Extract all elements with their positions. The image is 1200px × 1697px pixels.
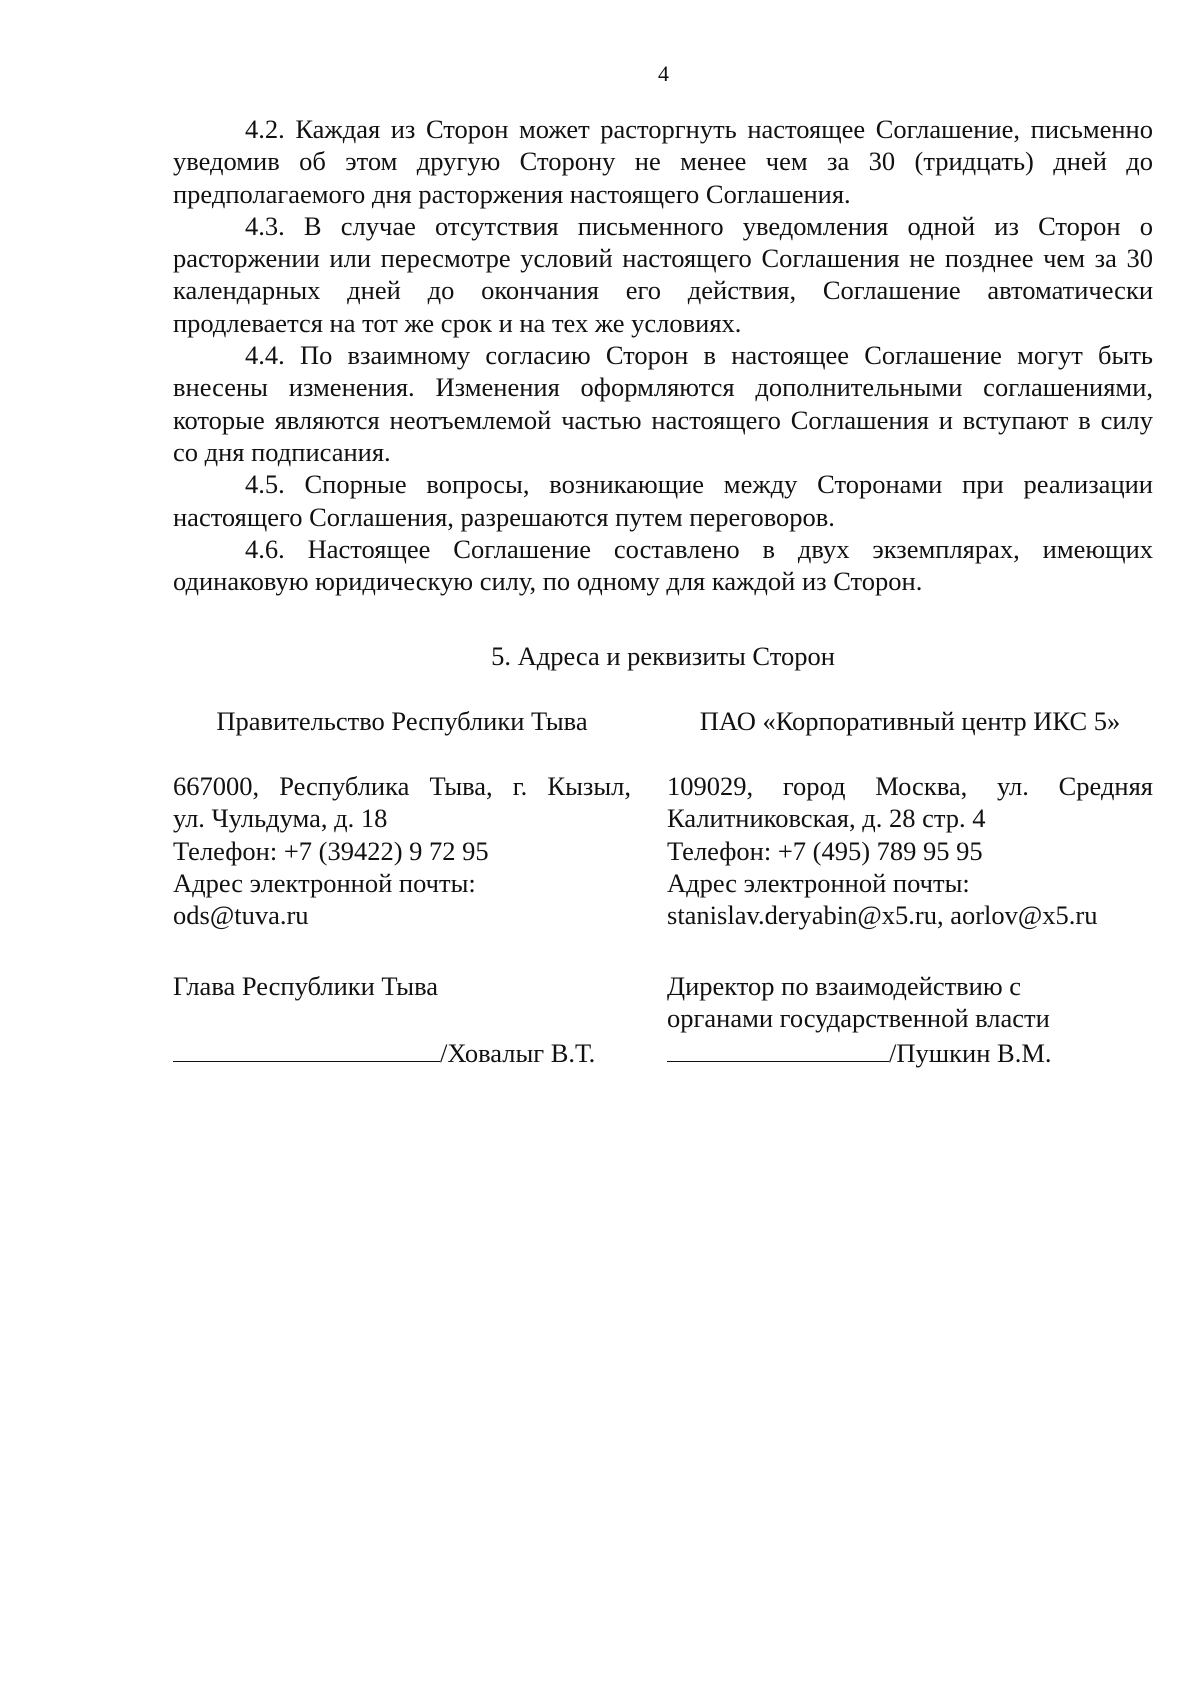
party-left-name: Правительство Республики Тыва: [216, 706, 588, 736]
signature-blank: [173, 1039, 440, 1062]
party-right-signer-title-line1: Директор по взаимодействию с: [667, 971, 1022, 1001]
party-right-signer-title-line2: органами государственной власти: [667, 1003, 1050, 1034]
party-left-email-label: Адрес электронной почты:: [173, 867, 476, 898]
party-left-address-line2: ул. Чульдума, д. 18: [173, 803, 388, 834]
clause-4-5: 4.5. Спорные вопросы, возникающие между Сторонами при реализации настоящего Соглашения, разрешаются путем переговоров.: [173, 469, 1153, 532]
party-left-signature-line: [173, 1037, 631, 1069]
party-right-signer-name: /Пушкин В.М.: [889, 1037, 1052, 1068]
party-left-spacer: [173, 1002, 631, 1034]
party-right-details: [667, 770, 1153, 931]
party-right-email-label: Адрес электронной почты:: [667, 867, 970, 898]
party-left-phone: Телефон: +7 (39422) 9 72 95: [173, 835, 489, 866]
party-left-address-line1: 667000, Республика Тыва, г. Кызыл,: [173, 771, 631, 801]
clause-4-2: 4.2. Каждая из Сторон может расторгнуть настоящее Соглашение, письменно уведомив об этом другую Сторону не менее чем за 30 (тридцать) дней до предполагаемого дня расторжения настоящего Соглашения.: [173, 114, 1153, 209]
section-heading: 5. Адреса и реквизиты Сторон: [491, 641, 835, 671]
party-right-address-line2: Калитниковская, д. 28 стр. 4: [667, 803, 986, 834]
party-right-email: stanislav.deryabin@x5.ru, aorlov@x5.ru: [667, 900, 1098, 931]
clause-4-3: 4.3. В случае отсутствия письменного уведомления одной из Сторон о расторжении или пересмотре условий настоящего Соглашения не позднее чем за 30 календарных дней до окончания его действия, Соглашение автоматически продлевается на тот же срок и на тех же условиях.: [173, 210, 1153, 338]
party-left-signer-title: Глава Республики Тыва: [173, 971, 439, 1001]
party-left-signer-name: /Ховалыг В.Т.: [440, 1037, 596, 1068]
party-right-phone: Телефон: +7 (495) 789 95 95: [667, 835, 983, 866]
party-right-name: ПАО «Корпоративный центр ИКС 5»: [699, 706, 1121, 736]
party-right-signature-block: [667, 970, 1153, 1069]
signature-blank: [667, 1039, 889, 1062]
party-right-address-line1: 109029, город Москва, ул. Средняя: [667, 771, 1153, 801]
party-right-signature-line: [667, 1037, 1153, 1069]
party-left-details: [173, 770, 631, 931]
page-number: 4: [658, 61, 669, 86]
clause-4-4: 4.4. По взаимному согласию Сторон в настоящее Соглашение могут быть внесены изменения. Изменения оформляются дополнительными соглашениями, которые являются неотъемлемой частью настоящего Соглашения и вступают в силу со дня подписания.: [173, 340, 1153, 467]
clause-4-6: 4.6. Настоящее Соглашение составлено в двух экземплярах, имеющих одинаковую юридическую силу, по одному для каждой из Сторон.: [173, 533, 1153, 597]
agreement-clauses: [173, 113, 1153, 597]
party-left-email: ods@tuva.ru: [173, 900, 309, 931]
party-left-signature-block: [173, 970, 631, 1069]
